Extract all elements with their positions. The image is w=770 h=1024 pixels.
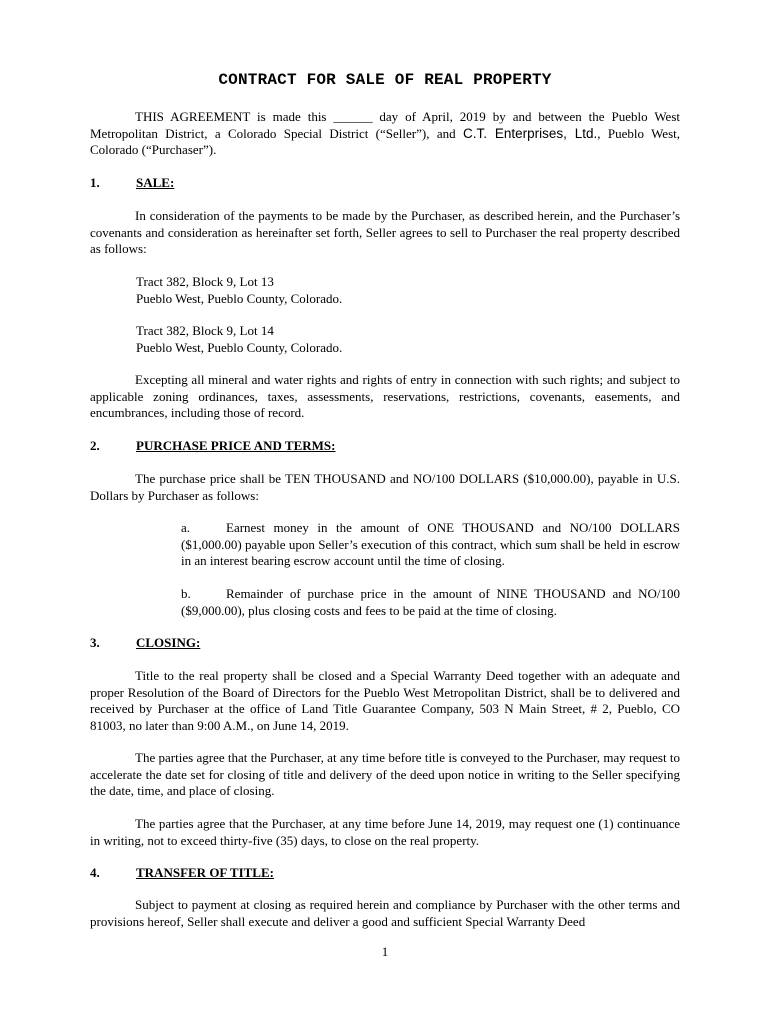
term-text: Remainder of purchase price in the amount of NINE THOUSAND and NO/100 ($9,000.00), plus closing costs and fees to be paid at the time of closing. [181, 586, 680, 618]
tract-line: Tract 382, Block 9, Lot 13 [136, 274, 274, 289]
term-letter: b. [181, 586, 191, 601]
section-number: 4. [90, 865, 100, 880]
section-label: TRANSFER OF TITLE: [136, 865, 274, 880]
section-heading-sale [90, 175, 174, 192]
sale-paragraph: In consideration of the payments to be made by the Purchaser, as described herein, and the Purchaser’s covenants and consideration as hereinafter set forth, Seller agrees to sell to Purchaser the real property described as follows: [90, 208, 680, 256]
section-heading-transfer-of-title [90, 865, 274, 882]
tract-location: Pueblo West, Pueblo County, Colorado. [136, 339, 343, 355]
intro-text-part1: THIS AGREEMENT is made this ______ day of April, 2019 by and between the Pueblo West Metropolitan District, a Colorado Special District (“Seller”), and [90, 109, 680, 141]
section-number: 1. [90, 175, 100, 190]
closing-paragraph-3: The parties agree that the Purchaser, at any time before June 14, 2019, may request one (1) continuance in writing, not to exceed thirty-five (35) days, to close on the real property. [90, 816, 680, 848]
tract-line: Tract 382, Block 9, Lot 14 [136, 323, 274, 338]
section-number: 2. [90, 438, 100, 453]
section-heading-closing [90, 635, 200, 652]
purchase-price-paragraph: The purchase price shall be TEN THOUSAND and NO/100 DOLLARS ($10,000.00), payable in U.S. Dollars by Purchaser as follows: [90, 471, 680, 503]
section-label: PURCHASE PRICE AND TERMS: [136, 438, 336, 453]
intro-text-part2: , Pueblo West, Colorado (“Purchaser”). [90, 125, 680, 157]
section-number: 3. [90, 635, 100, 650]
closing-paragraph-1: Title to the real property shall be closed and a Special Warranty Deed together with an adequate and proper Resolution of the Board of Directors for the Pueblo West Metropolitan District, shall be to delivered and received by Purchaser at the office of Land Title Guarantee Company, 503 N Main Street, # 2, Pueblo, CO 81003, no later than 9:00 A.M., on June 14, 2019. [90, 668, 680, 733]
closing-paragraph-2: The parties agree that the Purchaser, at any time before title is conveyed to the Purchaser, may request to accelerate the date set for closing of title and delivery of the deed upon notice in writing to the Seller specifying the date, time, and place of closing. [90, 750, 680, 798]
purchaser-company-name: C.T. Enterprises, Ltd. [462, 125, 598, 141]
section-label: CLOSING: [136, 635, 201, 650]
excepting-paragraph: Excepting all mineral and water rights and rights of entry in connection with such rights; and subject to applicable zoning ordinances, taxes, assessments, reservations, restrictions, covenants, easements, and encumbrances, including those of record. [90, 372, 680, 420]
section-label: SALE: [136, 175, 175, 190]
document-title: CONTRACT FOR SALE OF REAL PROPERTY [218, 71, 552, 89]
intro-paragraph [90, 109, 680, 159]
payment-term-a [181, 520, 680, 570]
term-text: Earnest money in the amount of ONE THOUSAND and NO/100 DOLLARS ($1,000.00) payable upon Seller’s execution of this contract, which sum shall be held in escrow in an interest bearing escrow account until the time of closing. [181, 520, 680, 568]
tract-location: Pueblo West, Pueblo County, Colorado. [136, 290, 343, 306]
page-number: 1 [381, 944, 389, 959]
section-heading-purchase-price [90, 438, 335, 455]
payment-term-b [181, 586, 680, 619]
transfer-paragraph: Subject to payment at closing as required herein and compliance by Purchaser with the other terms and provisions hereof, Seller shall execute and deliver a good and sufficient Special Warranty Deed [90, 897, 680, 929]
property-tract-2 [136, 323, 342, 356]
property-tract-1 [136, 274, 342, 307]
term-letter: a. [181, 520, 191, 535]
